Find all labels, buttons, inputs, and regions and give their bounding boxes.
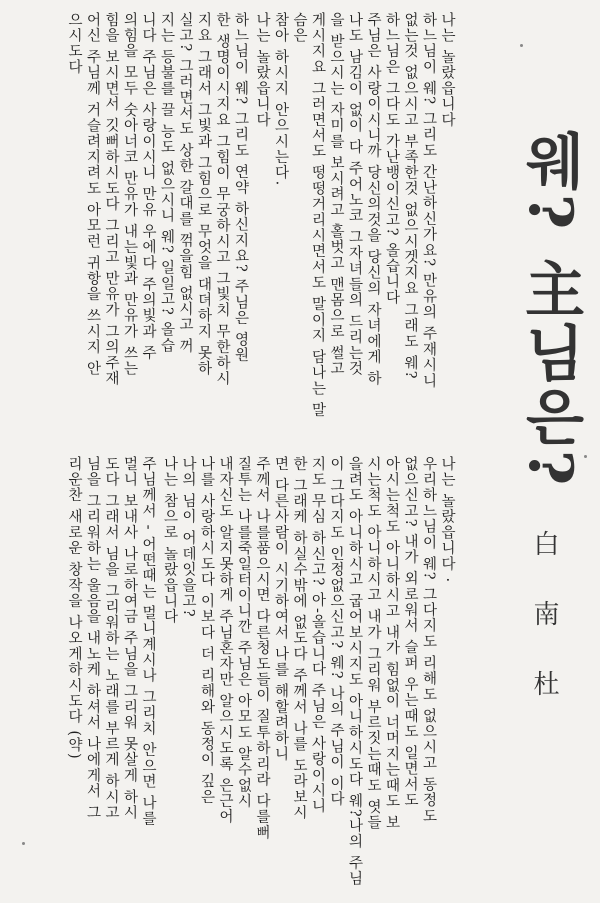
poem-title: 웨? 主님은? xyxy=(515,130,585,490)
text-line: 참아 하시지 안으시는다. xyxy=(272,12,289,187)
text-line: 한 생명이시지요 그힘이 무궁하시고 그빛치 무한하시 xyxy=(214,12,230,387)
text-line: 지도 무심 하신고? 아-올습니다 주님은 사랑이시니 xyxy=(309,456,326,815)
text-line: 님을 그리워하는 울음을 내노케 하셔서 나에게서 그 xyxy=(84,456,101,821)
text-line: 하느님은 그다도 가난뱅이신고? 올습니다 xyxy=(383,12,400,306)
paper-speck xyxy=(520,44,523,47)
text-line: 어신 주님께 거슬려지려도 아모런 귀항을 쓰시지 안 xyxy=(84,12,101,377)
text-line: 도다 그래서 님을 그리워하는 노래를 부르게 하시고 xyxy=(103,456,119,821)
text-line: 내자신도 알지못하게 주님혼자만 알으시도록 은근어 xyxy=(217,456,233,825)
text-line: 으시도다 xyxy=(66,12,82,75)
text-line: 멀니 보내사 나로하여금 주님을 그리워 못살게 하시 xyxy=(121,456,138,821)
text-line: 을 받으시는 자미를 보시려고 홀벗고 맨몸으로 썰고 xyxy=(328,12,344,377)
text-line: 나는 놀랐읍니다 xyxy=(254,12,270,128)
text-line: 리운찬 새로운 창작을 나오게하시도다 (약) xyxy=(66,456,82,760)
text-line: 없는것 없으시고 부족한것 없으시겟지요 그래도 웨? xyxy=(402,12,418,380)
text-line: 의힘을 모두 숫아너코 만유가 내는빛과 만유가 쓰는 xyxy=(121,12,138,377)
author-name: 白南杜 xyxy=(529,530,559,740)
text-line: 지요 그래서 그빛과 그힘으로 무엇을 대뎌하지 못하 xyxy=(195,12,212,377)
text-line: 없으신고? 내가 외로워서 슬퍼 우는때도 일면서도 xyxy=(402,456,418,809)
text-line: 질투는 나를죽일터이니깐 주님은 아모도 알수없시 xyxy=(235,456,252,809)
text-line: 나도 남김이 없이 다 주어노코 그자녀들의 드리는것 xyxy=(346,12,363,377)
text-line: 나는 놀랐읍니다 xyxy=(439,12,455,128)
text-line: 나를 사랑하시도다 이보다 더 리해와 동정이 깊은 xyxy=(198,456,215,805)
text-line: 힘을 보시면서 깃뻐하시도다 그리고 만유가 그의주재 xyxy=(103,12,119,387)
text-line: 실고? 그러면서도 상한 갈대를 꺾을힘 없시고 꺼 xyxy=(177,12,193,355)
text-line: 한 그래케 하실수밖에 없도다 주께서 나를 도라보시 xyxy=(291,456,307,821)
text-line: 나의 님이 어데잇을고? xyxy=(180,456,196,618)
text-line: 게시지요 그러면서도 떵떵거리시면서도 말이지 담나는 말슴은 xyxy=(291,12,326,418)
text-line: 아시는척도 아니하시고 내가 힘없이 너머지는때도 보 xyxy=(383,456,400,831)
text-line: 니다 주님은 사랑이시니 만유 우에다 주의빛과 주 xyxy=(140,12,156,361)
text-line: 나는 놀랐읍니다 · xyxy=(439,456,455,584)
text-line: 시는척도 아니하시고 내가 그리워 부르짓는때도 엿들 xyxy=(365,456,381,831)
text-line: 면 다른사람이 시기하여서 나를 해할려하니 xyxy=(272,456,289,762)
bottom-text-column xyxy=(8,456,456,892)
text-line: 우리하느님이 웨? 그다지도 리해도 없으시고 동정도 xyxy=(420,456,437,824)
top-text-column xyxy=(8,12,456,432)
text-line: 하느님이 웨? 그리도 연약 하신지요? 주님은 영원 xyxy=(232,12,249,364)
text-line: 이 그다지도 인정없으신고? 웨? 나의 주님이 이다 xyxy=(328,456,344,808)
text-line: 주님은 사랑이시니까 당신의것을 당신의 자녀에게 하 xyxy=(365,12,381,387)
text-line: 지는 등불를 끌 능도 없으시니 웨? 일일고? 올습 xyxy=(158,12,175,354)
text-line: 하느님이 웨? 그리도 간난하신가요? 만유의 주재시니 xyxy=(420,12,437,389)
text-line: 을려도 아니하시고 굽어보시지도 아니하시도다 웨?나의 주님 xyxy=(346,456,363,887)
text-line: 주께서 나를품으시면 다른청도들이 질투하리라 다를뻐 xyxy=(254,456,270,841)
text-line: 나는 참으로 놀랐읍니다 xyxy=(161,456,178,625)
text-line: 주님께서 - 어떤때는 멀니계시나 그리치 안으면 나를 xyxy=(140,456,156,827)
